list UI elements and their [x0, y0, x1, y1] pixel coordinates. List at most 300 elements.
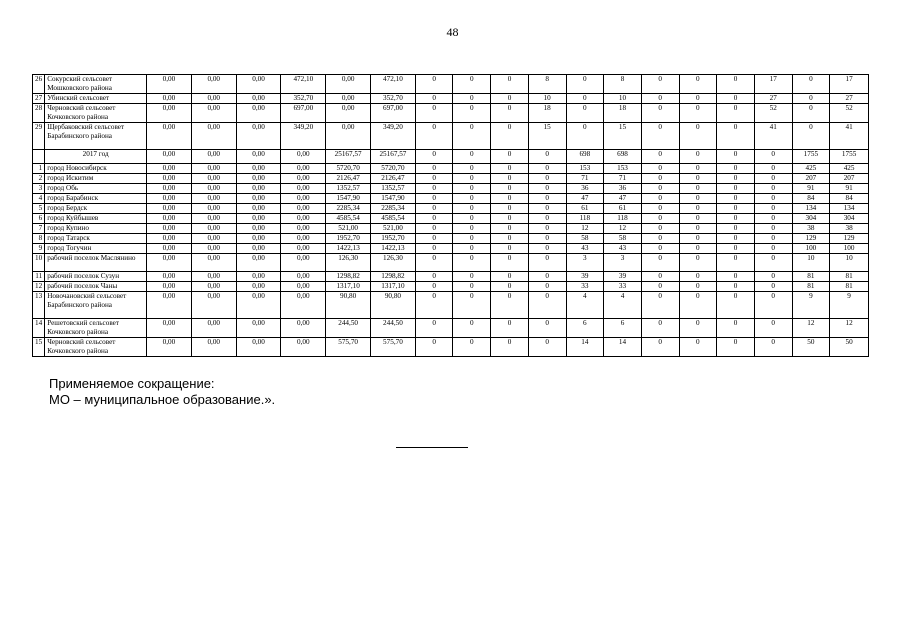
value-cell: 15: [528, 123, 566, 150]
value-cell: 0: [491, 123, 529, 150]
value-cell: 0: [453, 224, 491, 234]
value-cell: 100: [792, 244, 830, 254]
value-cell: 0,00: [281, 338, 326, 357]
value-cell: 38: [830, 224, 869, 234]
value-cell: 0: [641, 174, 679, 184]
value-cell: 0: [641, 194, 679, 204]
row-number: 2: [33, 174, 45, 184]
value-cell: 0: [453, 244, 491, 254]
value-cell: 0: [754, 254, 792, 272]
value-cell: 0: [754, 164, 792, 174]
value-cell: 6: [604, 319, 642, 338]
value-cell: 33: [604, 282, 642, 292]
value-cell: 58: [604, 234, 642, 244]
value-cell: 0: [453, 338, 491, 357]
value-cell: 0: [792, 104, 830, 123]
value-cell: 0,00: [191, 214, 236, 224]
table-row: [33, 338, 869, 357]
value-cell: 0: [641, 292, 679, 319]
value-cell: 0: [415, 338, 453, 357]
value-cell: 153: [604, 164, 642, 174]
value-cell: 0,00: [147, 174, 192, 184]
value-cell: 0: [453, 194, 491, 204]
value-cell: 0,00: [147, 282, 192, 292]
value-cell: 6: [566, 319, 604, 338]
value-cell: 43: [566, 244, 604, 254]
value-cell: 1298,82: [371, 272, 416, 282]
value-cell: 0: [528, 254, 566, 272]
value-cell: 0: [679, 338, 717, 357]
value-cell: 0: [528, 150, 566, 164]
value-cell: 0: [641, 234, 679, 244]
value-cell: 0,00: [236, 282, 281, 292]
value-cell: 244,50: [371, 319, 416, 338]
value-cell: 0: [415, 234, 453, 244]
value-cell: 0: [717, 292, 755, 319]
value-cell: 0,00: [236, 75, 281, 94]
value-cell: 0,00: [236, 104, 281, 123]
value-cell: 0: [754, 272, 792, 282]
value-cell: 0: [491, 292, 529, 319]
value-cell: 0,00: [191, 282, 236, 292]
value-cell: 0: [754, 244, 792, 254]
row-number: 13: [33, 292, 45, 319]
value-cell: 91: [830, 184, 869, 194]
value-cell: 0: [453, 272, 491, 282]
value-cell: 0: [754, 224, 792, 234]
value-cell: 3: [604, 254, 642, 272]
abbreviation-heading: Применяемое сокращение:: [49, 376, 215, 391]
value-cell: 0: [528, 164, 566, 174]
value-cell: 0: [415, 75, 453, 94]
value-cell: 25167,57: [371, 150, 416, 164]
value-cell: 0: [491, 104, 529, 123]
value-cell: 0,00: [147, 214, 192, 224]
value-cell: 0: [415, 254, 453, 272]
value-cell: 0,00: [191, 104, 236, 123]
value-cell: 0,00: [281, 244, 326, 254]
value-cell: 207: [830, 174, 869, 184]
value-cell: 0: [453, 123, 491, 150]
value-cell: 0: [641, 319, 679, 338]
value-cell: 0: [679, 319, 717, 338]
value-cell: 0,00: [236, 164, 281, 174]
value-cell: 0: [491, 214, 529, 224]
value-cell: 0,00: [236, 194, 281, 204]
value-cell: 0,00: [281, 224, 326, 234]
value-cell: 0: [415, 224, 453, 234]
value-cell: 0: [453, 164, 491, 174]
value-cell: 697,00: [371, 104, 416, 123]
value-cell: 12: [566, 224, 604, 234]
value-cell: 1952,70: [371, 234, 416, 244]
value-cell: 17: [754, 75, 792, 94]
value-cell: 0: [528, 194, 566, 204]
value-cell: 0: [528, 244, 566, 254]
value-cell: 1352,57: [371, 184, 416, 194]
value-cell: 0,00: [326, 123, 371, 150]
value-cell: 0: [641, 150, 679, 164]
table-row: [33, 204, 869, 214]
value-cell: 0: [717, 94, 755, 104]
value-cell: 3: [566, 254, 604, 272]
value-cell: 0,00: [236, 272, 281, 282]
value-cell: 4585,54: [371, 214, 416, 224]
municipality-name: город Бердск: [45, 204, 147, 214]
value-cell: 9: [792, 292, 830, 319]
value-cell: 0: [415, 292, 453, 319]
value-cell: 18: [604, 104, 642, 123]
value-cell: 0,00: [236, 319, 281, 338]
value-cell: 71: [604, 174, 642, 184]
value-cell: 0,00: [236, 214, 281, 224]
value-cell: 349,20: [281, 123, 326, 150]
value-cell: 14: [604, 338, 642, 357]
value-cell: 521,00: [326, 224, 371, 234]
value-cell: 698: [604, 150, 642, 164]
data-table: [32, 74, 869, 357]
value-cell: 27: [754, 94, 792, 104]
table-row: [33, 234, 869, 244]
value-cell: 0,00: [281, 194, 326, 204]
municipality-name: город Обь: [45, 184, 147, 194]
value-cell: 2285,34: [371, 204, 416, 214]
value-cell: 0: [641, 224, 679, 234]
value-cell: 38: [792, 224, 830, 234]
table-row: [33, 150, 869, 164]
value-cell: 0,00: [281, 214, 326, 224]
value-cell: 0: [528, 272, 566, 282]
value-cell: 0,00: [191, 272, 236, 282]
value-cell: 0: [491, 244, 529, 254]
value-cell: 0: [641, 272, 679, 282]
value-cell: 36: [566, 184, 604, 194]
value-cell: 10: [528, 94, 566, 104]
value-cell: 0: [528, 204, 566, 214]
value-cell: 0,00: [236, 254, 281, 272]
value-cell: 0,00: [147, 194, 192, 204]
value-cell: 0: [641, 94, 679, 104]
value-cell: 0,00: [191, 292, 236, 319]
value-cell: 0: [566, 104, 604, 123]
value-cell: 50: [792, 338, 830, 357]
value-cell: 1422,13: [326, 244, 371, 254]
municipality-name: рабочий поселок Чаны: [45, 282, 147, 292]
row-number: 4: [33, 194, 45, 204]
value-cell: 0: [717, 104, 755, 123]
value-cell: 134: [792, 204, 830, 214]
value-cell: 0: [754, 234, 792, 244]
value-cell: 0: [641, 244, 679, 254]
value-cell: 0,00: [191, 184, 236, 194]
value-cell: 0: [641, 282, 679, 292]
abbreviation-definition: МО – муниципальное образование.».: [49, 392, 276, 407]
table-row: [33, 123, 869, 150]
value-cell: 0: [528, 282, 566, 292]
value-cell: 0,00: [191, 319, 236, 338]
value-cell: 0: [717, 244, 755, 254]
value-cell: 304: [792, 214, 830, 224]
value-cell: 472,10: [281, 75, 326, 94]
value-cell: 0,00: [147, 204, 192, 214]
value-cell: 0: [717, 214, 755, 224]
value-cell: 0: [717, 234, 755, 244]
value-cell: 0: [679, 292, 717, 319]
value-cell: 8: [604, 75, 642, 94]
row-number: 6: [33, 214, 45, 224]
value-cell: 0,00: [236, 234, 281, 244]
value-cell: 36: [604, 184, 642, 194]
value-cell: 0: [641, 338, 679, 357]
value-cell: 425: [792, 164, 830, 174]
value-cell: 0: [415, 319, 453, 338]
table-row: [33, 75, 869, 94]
row-number: 27: [33, 94, 45, 104]
value-cell: 0: [453, 204, 491, 214]
value-cell: 0: [528, 338, 566, 357]
value-cell: 0: [491, 234, 529, 244]
value-cell: 0,00: [236, 184, 281, 194]
value-cell: 0: [641, 75, 679, 94]
value-cell: 0,00: [147, 292, 192, 319]
value-cell: 0: [679, 150, 717, 164]
value-cell: 0: [717, 254, 755, 272]
value-cell: 1352,57: [326, 184, 371, 194]
value-cell: 0: [679, 234, 717, 244]
value-cell: 0: [415, 204, 453, 214]
row-number: 7: [33, 224, 45, 234]
value-cell: 0: [528, 234, 566, 244]
value-cell: 41: [830, 123, 869, 150]
value-cell: 0: [415, 244, 453, 254]
municipality-name: Убинский сельсовет: [45, 94, 147, 104]
value-cell: 0: [754, 174, 792, 184]
municipality-name: город Искитим: [45, 174, 147, 184]
value-cell: 41: [754, 123, 792, 150]
value-cell: 0: [491, 204, 529, 214]
row-number: 29: [33, 123, 45, 150]
municipality-name: Сокурский сельсовет Мошковского района: [45, 75, 147, 94]
value-cell: 1547,90: [371, 194, 416, 204]
value-cell: 0: [491, 224, 529, 234]
value-cell: 0: [566, 94, 604, 104]
value-cell: 47: [604, 194, 642, 204]
table-row: [33, 282, 869, 292]
value-cell: 0: [566, 75, 604, 94]
value-cell: 0,00: [147, 104, 192, 123]
value-cell: 61: [566, 204, 604, 214]
municipality-name: 2017 год: [45, 150, 147, 164]
value-cell: 698: [566, 150, 604, 164]
value-cell: 0: [491, 164, 529, 174]
value-cell: 0: [491, 75, 529, 94]
value-cell: 12: [604, 224, 642, 234]
value-cell: 0,00: [281, 254, 326, 272]
value-cell: 0,00: [236, 224, 281, 234]
value-cell: 0: [453, 234, 491, 244]
row-number: 1: [33, 164, 45, 174]
value-cell: 0,00: [147, 244, 192, 254]
value-cell: 0: [453, 254, 491, 272]
municipality-name: город Тогучин: [45, 244, 147, 254]
value-cell: 134: [830, 204, 869, 214]
row-number: 26: [33, 75, 45, 94]
value-cell: 1755: [830, 150, 869, 164]
value-cell: 90,80: [326, 292, 371, 319]
value-cell: 52: [754, 104, 792, 123]
value-cell: 9: [830, 292, 869, 319]
row-number: 5: [33, 204, 45, 214]
table-row: [33, 94, 869, 104]
value-cell: 0,00: [147, 123, 192, 150]
municipality-name: город Татарск: [45, 234, 147, 244]
value-cell: 0,00: [147, 319, 192, 338]
value-cell: 0,00: [191, 224, 236, 234]
value-cell: 0: [453, 94, 491, 104]
value-cell: 33: [566, 282, 604, 292]
value-cell: 25167,57: [326, 150, 371, 164]
value-cell: 61: [604, 204, 642, 214]
municipality-name: Черновский сельсовет Кочковского района: [45, 338, 147, 357]
value-cell: 349,20: [371, 123, 416, 150]
value-cell: 0: [679, 164, 717, 174]
page-number: 48: [446, 25, 459, 39]
value-cell: 0: [641, 164, 679, 174]
value-cell: 0,00: [281, 234, 326, 244]
value-cell: 0: [528, 224, 566, 234]
value-cell: 0: [717, 272, 755, 282]
value-cell: 0,00: [191, 338, 236, 357]
end-separator-line: [396, 447, 468, 448]
value-cell: 0: [415, 214, 453, 224]
value-cell: 0: [717, 224, 755, 234]
value-cell: 0,00: [191, 164, 236, 174]
value-cell: 81: [830, 272, 869, 282]
municipality-name: Щербаковский сельсовет Барабинского района: [45, 123, 147, 150]
value-cell: 0,00: [236, 244, 281, 254]
value-cell: 0,00: [326, 104, 371, 123]
table-row: [33, 104, 869, 123]
value-cell: 0: [754, 204, 792, 214]
municipality-name: Новочановский сельсовет Барабинского района: [45, 292, 147, 319]
value-cell: 0,00: [281, 319, 326, 338]
row-number: 9: [33, 244, 45, 254]
value-cell: 0: [792, 94, 830, 104]
value-cell: 0,00: [281, 174, 326, 184]
value-cell: 0: [453, 214, 491, 224]
value-cell: 0: [491, 194, 529, 204]
value-cell: 0: [415, 150, 453, 164]
value-cell: 18: [528, 104, 566, 123]
value-cell: 0,00: [326, 75, 371, 94]
value-cell: 0: [754, 150, 792, 164]
value-cell: 0: [491, 319, 529, 338]
value-cell: 10: [792, 254, 830, 272]
value-cell: 2126,47: [326, 174, 371, 184]
value-cell: 0,00: [281, 204, 326, 214]
value-cell: 8: [528, 75, 566, 94]
value-cell: 1547,90: [326, 194, 371, 204]
value-cell: 0: [453, 174, 491, 184]
value-cell: 0: [491, 338, 529, 357]
value-cell: 0: [679, 184, 717, 194]
value-cell: 0,00: [191, 123, 236, 150]
value-cell: 0: [491, 272, 529, 282]
municipality-name: Черновский сельсовет Кочковского района: [45, 104, 147, 123]
value-cell: 0,00: [236, 94, 281, 104]
value-cell: 1317,10: [371, 282, 416, 292]
value-cell: 425: [830, 164, 869, 174]
value-cell: 0,00: [191, 194, 236, 204]
value-cell: 575,70: [326, 338, 371, 357]
value-cell: 207: [792, 174, 830, 184]
municipality-name: город Новосибирск: [45, 164, 147, 174]
row-number: 15: [33, 338, 45, 357]
value-cell: 0,00: [147, 254, 192, 272]
row-number: 12: [33, 282, 45, 292]
value-cell: 84: [792, 194, 830, 204]
value-cell: 697,00: [281, 104, 326, 123]
value-cell: 129: [830, 234, 869, 244]
value-cell: 0: [566, 123, 604, 150]
value-cell: 0: [453, 184, 491, 194]
value-cell: 0: [679, 94, 717, 104]
value-cell: 0: [641, 214, 679, 224]
value-cell: 0: [754, 292, 792, 319]
value-cell: 1422,13: [371, 244, 416, 254]
value-cell: 0: [453, 319, 491, 338]
table-row: [33, 292, 869, 319]
value-cell: 100: [830, 244, 869, 254]
value-cell: 0: [453, 282, 491, 292]
value-cell: 0: [491, 94, 529, 104]
value-cell: 0: [679, 244, 717, 254]
table-row: [33, 254, 869, 272]
value-cell: 244,50: [326, 319, 371, 338]
value-cell: 0: [717, 123, 755, 150]
value-cell: 0: [754, 338, 792, 357]
row-number: [33, 150, 45, 164]
value-cell: 0: [679, 194, 717, 204]
municipality-name: город Куйбышев: [45, 214, 147, 224]
value-cell: 0: [415, 184, 453, 194]
value-cell: 0,00: [236, 123, 281, 150]
value-cell: 129: [792, 234, 830, 244]
value-cell: 0,00: [236, 174, 281, 184]
value-cell: 0,00: [191, 75, 236, 94]
municipality-name: город Барабинск: [45, 194, 147, 204]
value-cell: 0,00: [147, 184, 192, 194]
value-cell: 0: [717, 75, 755, 94]
value-cell: 0,00: [191, 94, 236, 104]
value-cell: 0: [792, 123, 830, 150]
value-cell: 0: [528, 184, 566, 194]
value-cell: 0,00: [147, 75, 192, 94]
value-cell: 0: [491, 184, 529, 194]
value-cell: 1298,82: [326, 272, 371, 282]
value-cell: 0: [415, 94, 453, 104]
value-cell: 5720,70: [371, 164, 416, 174]
value-cell: 0: [641, 123, 679, 150]
value-cell: 472,10: [371, 75, 416, 94]
value-cell: 0: [679, 123, 717, 150]
municipality-name: рабочий поселок Маслянино: [45, 254, 147, 272]
municipality-name: рабочий поселок Сузун: [45, 272, 147, 282]
value-cell: 0,00: [236, 150, 281, 164]
value-cell: 0: [641, 254, 679, 272]
value-cell: 50: [830, 338, 869, 357]
value-cell: 0: [679, 254, 717, 272]
